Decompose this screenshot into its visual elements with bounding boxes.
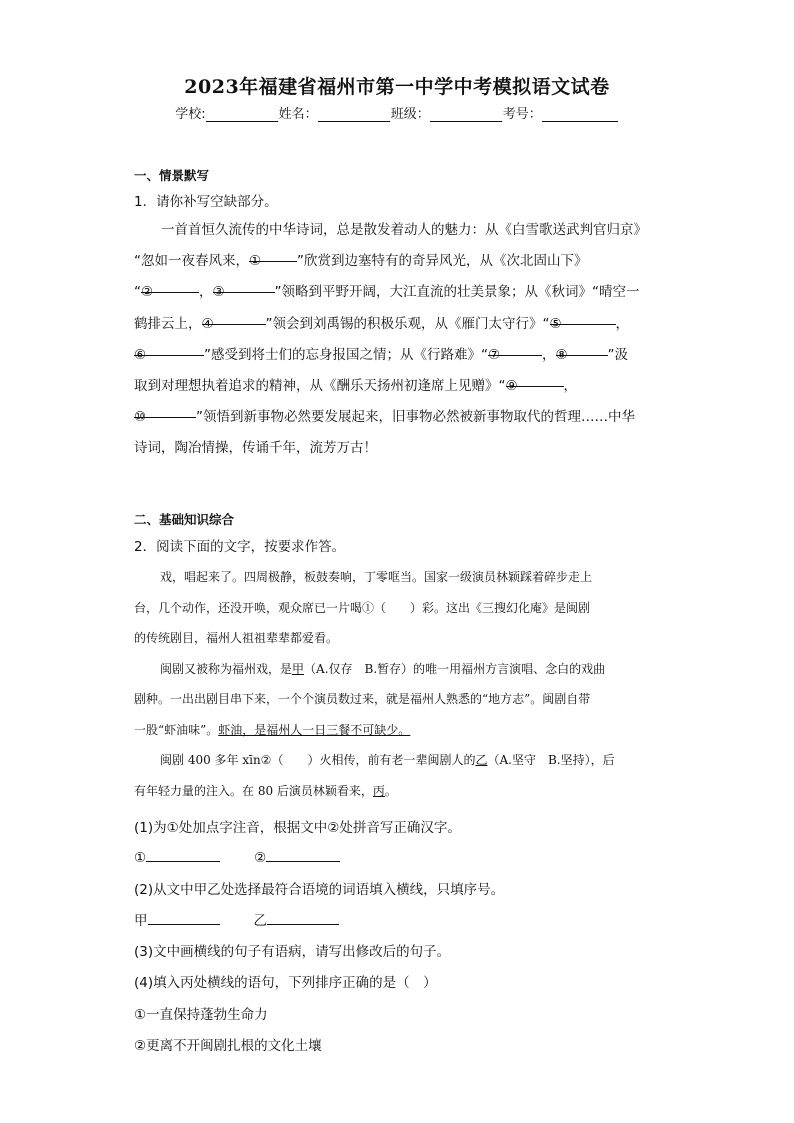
passage-line: 闽剧又被称为福州戏，是甲（A.仅存 B.暂存）的唯一用福州方言演唱、念白的戏曲 [160,661,606,676]
poetry-paragraph [134,215,664,465]
section-heading: 二、基础知识综合 [134,512,235,527]
answer-row-1: ① ② [134,847,340,866]
poetry-line-5: ⑥ ”感受到将士们的忘身报国之情；从《行路难》“⑦ ，⑧ ”汲 [134,340,664,371]
marker-bing: 丙 [372,783,385,798]
option-1: ①一直保持蓬勃生命力 [134,1007,268,1023]
class-label: 班级： [390,107,430,122]
passage-line: 戏，唱起来了。四周极静，板鼓奏响，丁零哐当。国家一级演员林颖踩着碎步走上 [160,570,593,584]
reading-passage [134,562,664,806]
class-blank[interactable] [430,107,502,122]
marker-yi: 乙 [475,753,488,767]
blank-7[interactable]: ⑦ [488,340,542,356]
passage-line: 有年轻力量的注入。在 80 后演员林颖看来，丙。 [134,783,397,798]
passage-line: 剧种。一出出剧目串下来，一个个演员数过来，就是福州人熟悉的“地方志”。闽剧自带 [134,692,591,706]
poetry-line-7: ⑩ ”领悟到新事物必然要发展起来，旧事物必然被新事物取代的哲理……中华 [134,402,664,433]
name-blank[interactable] [318,107,390,122]
answer-row-2: 甲 乙 [134,909,339,929]
poetry-line-6: 取到对理想执着追求的精神，从《酬乐天扬州初逢席上见赠》“⑨ ， [134,371,664,402]
poetry-line-8: 诗词，陶冶情操，传诵千年，流芳万古！ [134,440,377,457]
question-1: 1．请你补写空缺部分。 [134,194,278,210]
blank-8[interactable]: ⑧ [556,340,608,356]
answer-blank-yi[interactable] [267,910,339,925]
exam-no-blank[interactable] [542,107,618,122]
school-blank[interactable] [206,107,278,122]
answer-blank-1[interactable] [146,847,220,862]
subquestion-1: (1)为①处加点字注音，根据文中②处拼音写正确汉字。 [134,820,461,836]
answer-blank-2[interactable] [266,847,340,862]
subquestion-3: (3)文中画横线的句子有语病，请写出修改后的句子。 [134,944,451,960]
blank-4[interactable]: ④ [202,309,266,325]
subquestion-2: (2)从文中甲乙处选择最符合语境的词语填入横线，只填序号。 [134,882,505,898]
passage-line: 的传统剧目，福州人祖祖辈辈都爱看。 [134,631,339,645]
passage-line: 闽剧 400 多年 xīn②（ ）火相传，前有老一辈闽剧人的乙（A.坚守 B.坚持），后 [160,753,615,767]
blank-5[interactable]: ⑤ [550,309,616,325]
exam-no-label: 考号： [502,107,542,122]
poetry-line-1: 一首首恒久流传的中华诗词，总是散发着动人的魅力：从《白雪歌送武判官归京》 [161,222,647,238]
section-heading: 一、情景默写 [134,168,210,183]
blank-2[interactable]: ② [141,277,199,293]
poetry-line-2: “忽如一夜春风来，① ”欣赏到边塞特有的奇异风光，从《次北固山下》 [134,246,664,277]
blank-9[interactable]: ⑨ [506,371,564,387]
option-2: ②更离不开闽剧扎根的文化土壤 [134,1038,322,1054]
marker-jia: 甲 [292,661,305,676]
subquestion-4: (4)填入丙处横线的语句，下列排序正确的是（ ） [134,975,437,991]
poetry-line-4: 鹤排云上，④ ”领会到刘禹锡的积极乐观，从《雁门太守行》“⑤ ， [134,309,664,340]
passage-line: 一股“虾油味”。虾油，是福州人一日三餐不可缺少。 [134,722,411,737]
question-2: 2．阅读下面的文字，按要求作答。 [134,539,346,555]
student-info-row [0,103,794,122]
blank-3[interactable]: ③ [213,277,275,293]
poetry-line-3: “② ，③ ”领略到平野开阔，大江直流的壮美景象；从《秋词》“晴空一 [134,277,664,308]
blank-1[interactable]: ① [249,246,297,262]
underlined-sentence: 虾油，是福州人一日三餐不可缺少。 [218,722,411,737]
blank-6[interactable]: ⑥ [134,340,204,356]
answer-blank-jia[interactable] [148,910,220,925]
name-label: 姓名： [278,107,318,122]
blank-10[interactable]: ⑩ [134,402,196,418]
passage-line: 台，几个动作，还没开唤，观众席已一片喝①（ ）彩。这出《三搜幻化庵》是闽剧 [134,600,591,615]
exam-title: 2023年福建省福州市第一中学中考模拟语文试卷 [184,76,610,98]
school-label: 学校: [175,107,206,122]
